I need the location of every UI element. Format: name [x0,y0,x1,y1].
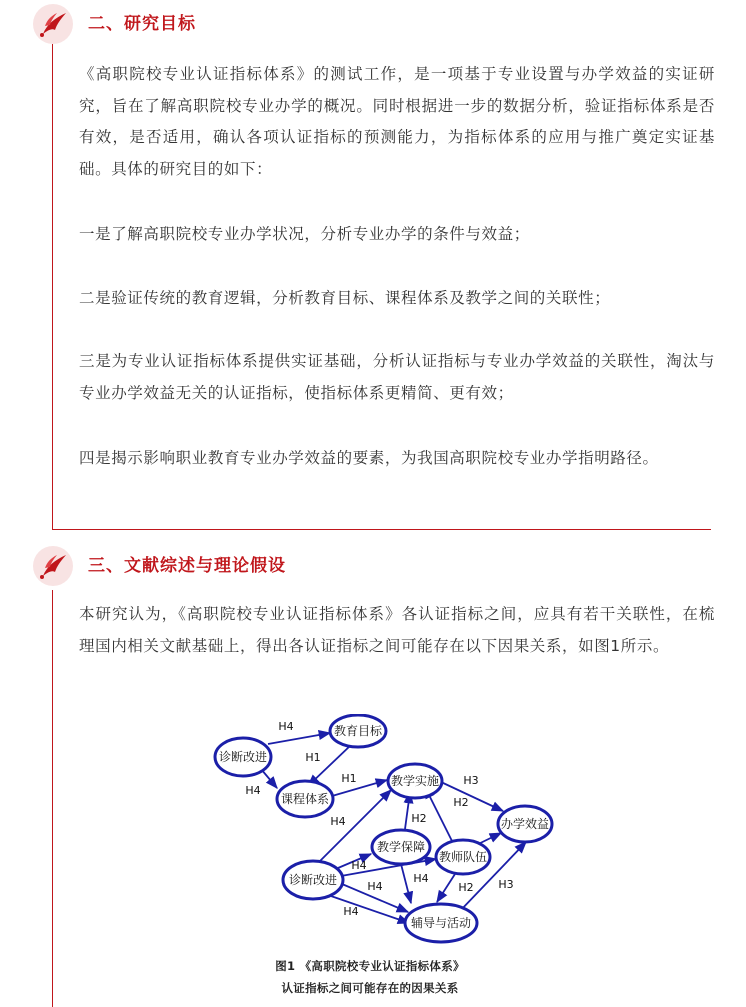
node-label: 教学实施 [390,774,440,788]
bird-logo-icon [33,4,73,44]
paragraph-intro: 《高职院校专业认证指标体系》的测试工作，是一项基于专业设置与办学效益的实证研究，旨在了解高职院校专业办学的概况。同时根据进一步的数据分析，验证指标体系是否有效，是否适用，确认各项认证指标的预测能力，为指标体系的应用与推广奠定实证基础。具体的研究目的如下： [79,65,715,178]
section-title: 二、研究目标 [88,14,196,34]
edge-diag2-guid2 [328,895,409,923]
edge-label: H2 [453,796,469,809]
node-label: 诊断改进 [218,750,268,764]
edge-label: H4 [367,880,383,893]
node-label: 诊断改进 [288,873,338,887]
paragraph-goal-1: 一是了解高职院校专业办学状况，分析专业办学的条件与效益； [79,225,530,243]
section-header-literature-review [0,542,746,586]
node-label: 办学效益 [500,817,550,831]
node-label: 教学保障 [376,840,426,854]
edge-label: H3 [463,774,479,787]
figure-caption-subtitle: 认证指标之间可能存在的因果关系 [281,981,459,995]
paragraph-goal-2: 二是验证传统的教育逻辑，分析教育目标、课程体系及教学之间的关联性； [79,289,611,307]
edge-label: H2 [411,812,427,825]
paragraph-goal-4: 四是揭示影响职业教育专业办学效益的要素，为我国高职院校专业办学指明路径。 [79,449,659,467]
edge-label: H4 [245,784,261,797]
edge-label: H4 [343,905,359,918]
node-label: 教育目标 [333,724,383,738]
section-title: 三、文献综述与理论假设 [88,556,286,576]
edge-label: H4 [278,720,294,733]
node-label: 教师队伍 [438,850,488,864]
edge-label: H1 [305,751,321,764]
paragraph-goal-3: 三是为专业认证指标体系提供实证基础，分析认证指标与专业办学效益的关联性，淘汰与专业办学效益无关的认证指标，使指标体系更精简、更有效； [79,352,715,402]
edge-diag1-curr [261,769,277,788]
edge-label: H4 [413,872,429,885]
node-label: 辅导与活动 [410,916,472,930]
edge-label: H3 [498,878,514,891]
figure-caption: 图1 《高职院校专业认证指标体系》 [275,959,465,973]
edge-supp-guid [401,864,411,903]
causal-diagram [205,714,575,944]
edge-diag1-goal [268,733,330,744]
edge-label: H4 [351,859,367,872]
bird-logo-icon [33,546,73,586]
edge-fac-guid [437,874,455,902]
edge-curr-teach [332,780,387,796]
section-header-research-goals [0,0,746,44]
paragraph-hypothesis: 本研究认为，《高职院校专业认证指标体系》各认证指标之间，应具有若干关联性，在梳理国内相关文献基础上，得出各认证指标之间可能存在以下因果关系，如图1所示。 [79,605,715,655]
node-label: 课程体系 [280,792,330,806]
edge-label: H2 [458,881,474,894]
edge-label: H4 [330,815,346,828]
edge-label: H1 [341,772,357,785]
